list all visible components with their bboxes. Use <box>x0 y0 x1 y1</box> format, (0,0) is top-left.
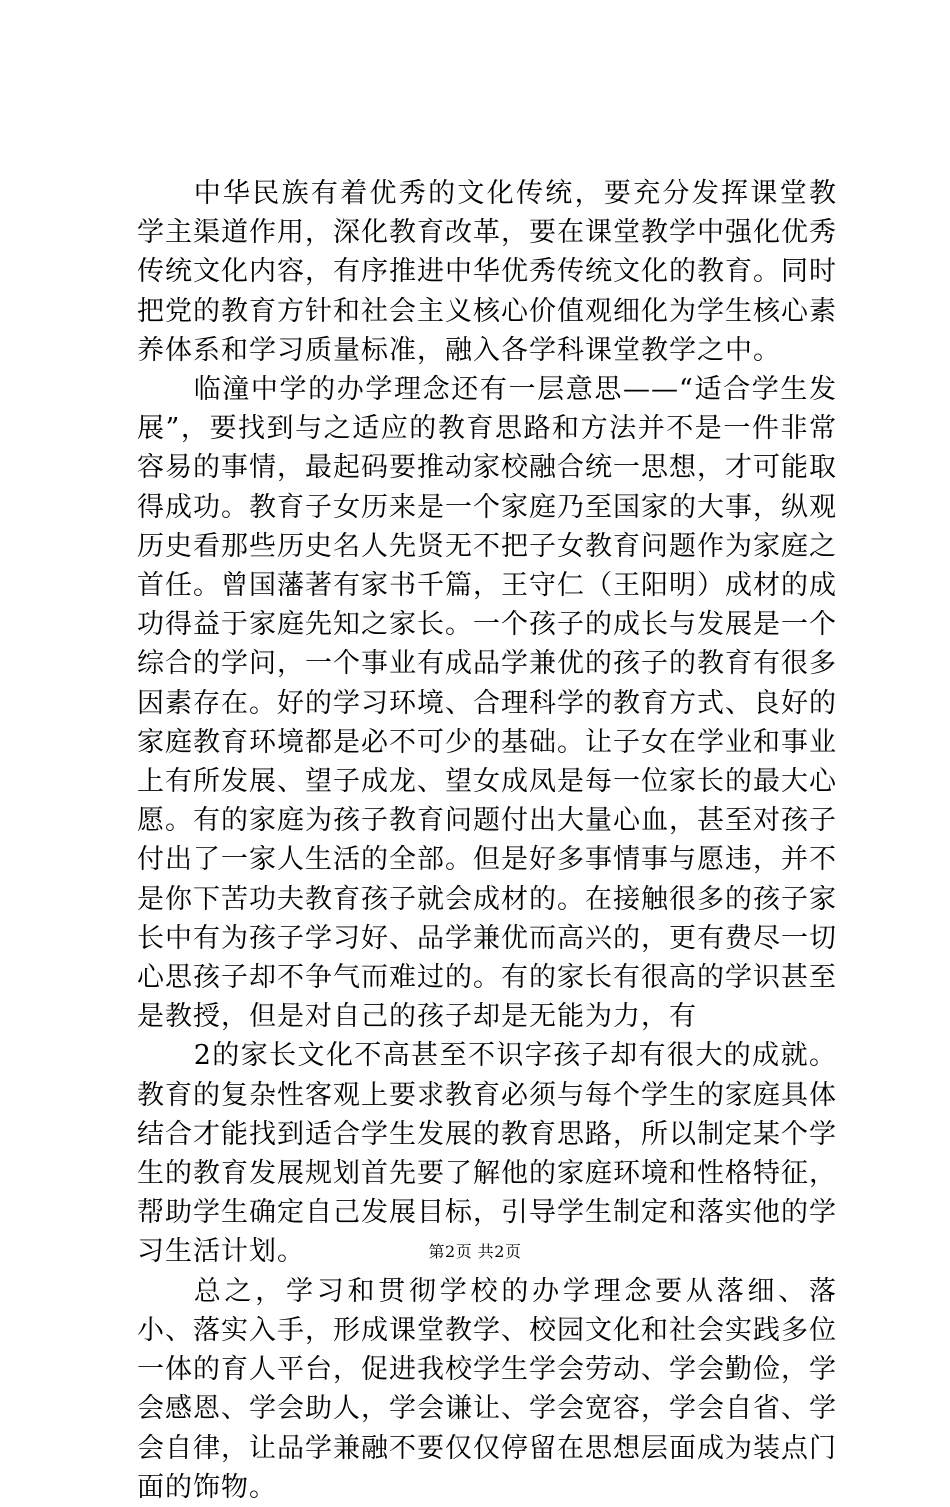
paragraph: 中华民族有着优秀的文化传统，要充分发挥课堂教学主渠道作用，深化教育改革，要在课堂教学中强化优秀传统文化内容，有序推进中华优秀传统文化的教育。同时把党的教育方针和社会主义核心价值观细化为学生核心素养体系和学习质量标准，融入各学科课堂教学之中。 <box>137 178 837 366</box>
document-body <box>137 174 837 1507</box>
paragraph: 总之，学习和贯彻学校的办学理念要从落细、落小、落实入手，形成课堂教学、校园文化和社会实践多位一体的育人平台，促进我校学生学会劳动、学会勤俭，学会感恩、学会助人，学会谦让、学会宽容，学会自省、学会自律，让品学兼融不要仅仅停留在思想层面成为装点门面的饰物。 <box>137 1275 837 1503</box>
paragraph: 2的家长文化不高甚至不识字孩子却有很大的成就。教育的复杂性客观上要求教育必须与每个学生的家庭具体结合才能找到适合学生发展的教育思路，所以制定某个学生的教育发展规划首先要了解他的家庭环境和性格特征，帮助学生确定自己发展目标，引导学生制定和落实他的学习生活计划。 <box>137 1040 837 1268</box>
page-footer: 第2页 共2页 <box>428 1242 522 1261</box>
paragraph: 临潼中学的办学理念还有一层意思——“适合学生发展”，要找到与之适应的教育思路和方法并不是一件非常容易的事情，最起码要推动家校融合统一思想，才可能取得成功。教育子女历来是一个家庭乃至国家的大事，纵观历史看那些历史名人先贤无不把子女教育问题作为家庭之首任。曾国藩著有家书千篇，王守仁（王阳明）成材的成功得益于家庭先知之家长。一个孩子的成长与发展是一个综合的学问，一个事业有成品学兼优的孩子的教育有很多因素存在。好的学习环境、合理科学的教育方式、良好的家庭教育环境都是必不可少的基础。让子女在学业和事业上有所发展、望子成龙、望女成凤是每一位家长的最大心愿。有的家庭为孩子教育问题付出大量心血，甚至对孩子付出了一家人生活的全部。但是好多事情事与愿违，并不是你下苦功夫教育孩子就会成材的。在接触很多的孩子家长中有为孩子学习好、品学兼优而高兴的，更有费尽一切心思孩子却不争气而难过的。有的家长有很高的学识甚至是教授，但是对自己的孩子却是无能为力，有 <box>137 374 837 1033</box>
